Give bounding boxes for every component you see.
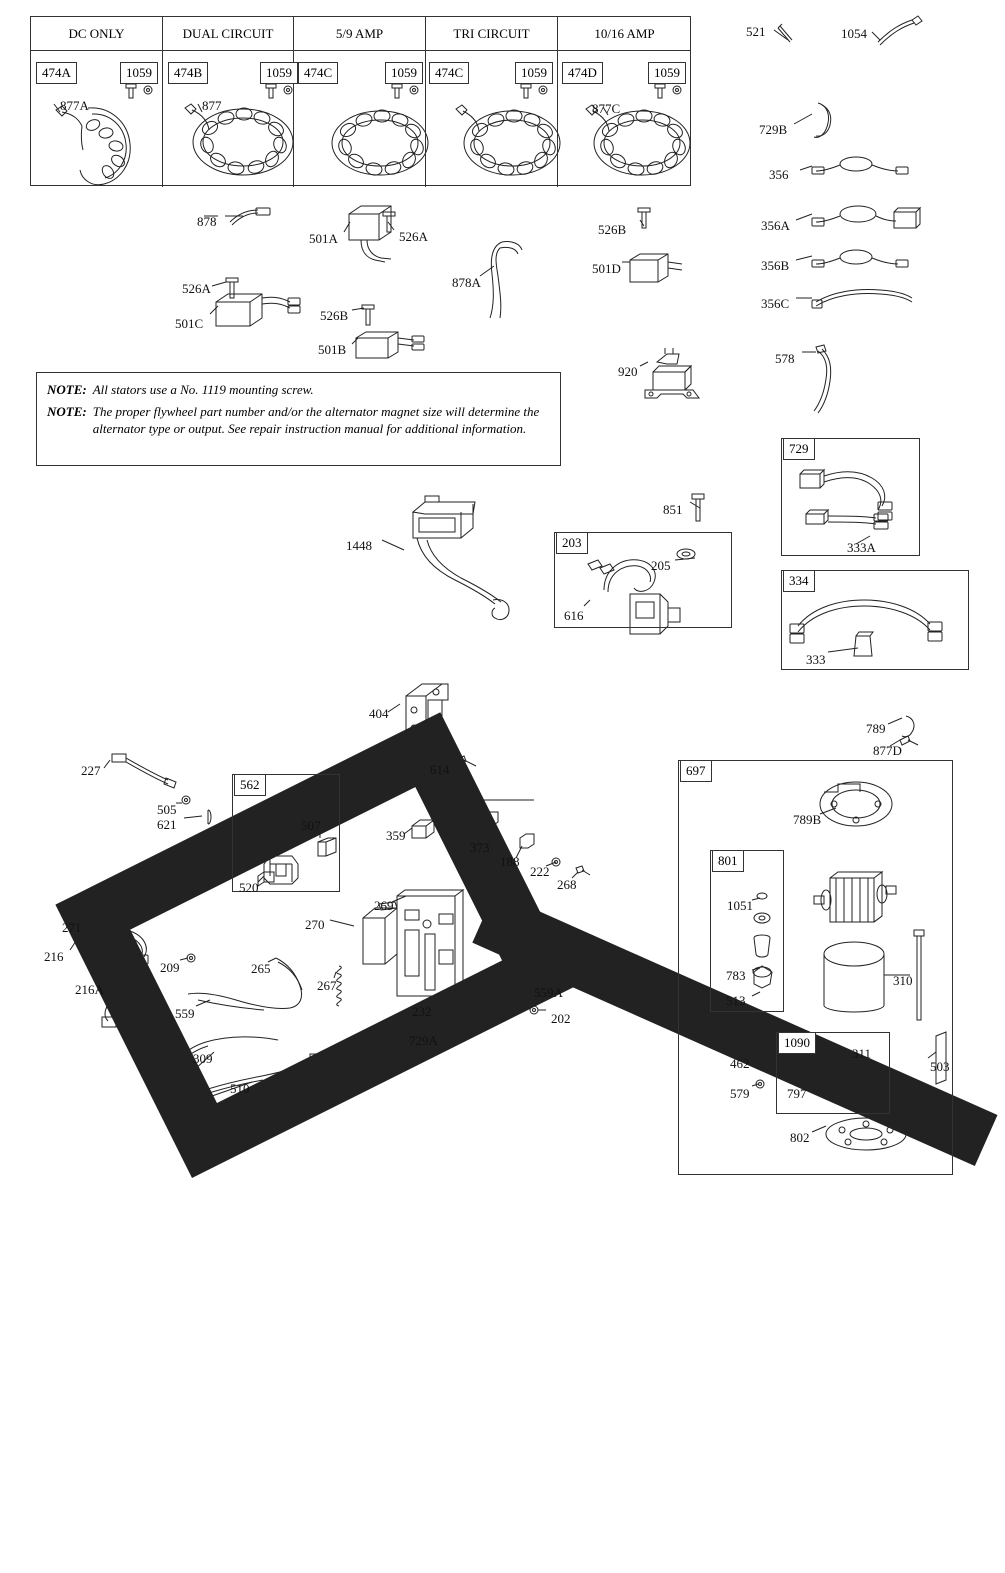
callout-267: 202 bbox=[551, 1011, 571, 1026]
callout-404: 505 bbox=[157, 802, 177, 817]
callout-373: 268 bbox=[557, 877, 577, 892]
part-number-1059-4: 1059 bbox=[648, 62, 686, 84]
part-number-474C-b: 474C bbox=[429, 62, 469, 84]
stator-column-4 bbox=[558, 17, 691, 187]
callout-1448: 205 bbox=[651, 558, 671, 573]
callout-232: 510 bbox=[230, 1081, 250, 1096]
stator-column-header: DUAL CIRCUIT bbox=[163, 17, 293, 51]
callout-729B: 729B bbox=[759, 122, 788, 137]
callout-513: 513 bbox=[726, 993, 746, 1008]
callout-507: 373 bbox=[470, 840, 490, 855]
callout-877: 877 bbox=[202, 98, 222, 113]
callout-526A-2: 526A bbox=[182, 281, 211, 296]
group-label-789B: 334 bbox=[783, 570, 815, 592]
note-row-0 bbox=[47, 381, 550, 399]
callout-578: 578 bbox=[775, 351, 795, 366]
stator-column-header: 5/9 AMP bbox=[294, 17, 425, 51]
group-label-333: 203 bbox=[556, 532, 588, 554]
stator-column-0 bbox=[31, 17, 163, 187]
callout-216: 265 bbox=[251, 961, 271, 976]
callout-501D: 501D bbox=[592, 261, 621, 276]
part-number-1059-0: 1059 bbox=[120, 62, 158, 84]
callout-616: 227 bbox=[81, 763, 101, 778]
callout-310: 310 bbox=[893, 973, 913, 988]
callout-621: 359 bbox=[386, 828, 406, 843]
note-text: All stators use a No. 1119 mounting screw. bbox=[92, 382, 314, 397]
group-label-227: 562 bbox=[234, 774, 266, 796]
callout-520: 188 bbox=[500, 854, 520, 869]
part-number-474D: 474D bbox=[562, 62, 603, 84]
callout-559: 232 bbox=[412, 1004, 432, 1019]
part-number-474B: 474B bbox=[168, 62, 208, 84]
part-number-1059-1: 1059 bbox=[260, 62, 298, 84]
callout-270: 209 bbox=[160, 960, 180, 975]
note-text: The proper flywheel part number and/or the alternator magnet size will determine the alternator type or output. See repair instruction manual for additional information. bbox=[92, 403, 540, 437]
callout-356: 356 bbox=[769, 167, 789, 182]
group-box-510 bbox=[710, 850, 784, 1012]
group-label-510: 801 bbox=[712, 850, 744, 872]
stator-column-header: TRI CIRCUIT bbox=[426, 17, 557, 51]
stator-column-2 bbox=[294, 17, 426, 187]
callout-579: 579 bbox=[730, 1086, 750, 1101]
callout-877D: 333A bbox=[847, 540, 876, 555]
callout-205: 614 bbox=[430, 762, 450, 777]
callout-878: 878 bbox=[197, 214, 217, 229]
callout-559A: 729A bbox=[409, 1033, 438, 1048]
callout-359: 222 bbox=[530, 864, 550, 879]
part-number-474C-a: 474C bbox=[298, 62, 338, 84]
callout-729A: 789 bbox=[866, 721, 886, 736]
callout-311: 311 bbox=[852, 1046, 872, 1061]
callout-526B: 526B bbox=[598, 222, 627, 237]
callout-697: 877D bbox=[873, 743, 902, 758]
callout-797: 797 bbox=[787, 1086, 807, 1101]
callout-188: 269 bbox=[374, 898, 394, 913]
callout-526A: 526A bbox=[399, 229, 428, 244]
note-box bbox=[36, 372, 561, 466]
callout-521: 521 bbox=[746, 24, 766, 39]
stator-column-header: DC ONLY bbox=[31, 17, 162, 51]
callout-878A: 878A bbox=[452, 275, 481, 290]
callout-202: 309 bbox=[193, 1051, 213, 1066]
group-label-1090: 1090 bbox=[778, 1032, 816, 1054]
callout-614: 621 bbox=[157, 817, 177, 832]
callout-356C: 356C bbox=[761, 296, 790, 311]
callout-562: 520 bbox=[239, 880, 259, 895]
callout-216A: 559 bbox=[175, 1006, 195, 1021]
group-label-789: 729 bbox=[783, 438, 815, 460]
callout-801: 789B bbox=[793, 812, 822, 827]
callout-271: 216A bbox=[75, 982, 104, 997]
callout-269: 216 bbox=[44, 949, 64, 964]
stator-column-header: 10/16 AMP bbox=[558, 17, 691, 51]
callout-203: 404 bbox=[369, 706, 389, 721]
note-label: NOTE: bbox=[47, 382, 87, 397]
callout-851: 616 bbox=[564, 608, 584, 623]
callout-877A: 877A bbox=[60, 98, 89, 113]
callout-462: 462 bbox=[730, 1056, 750, 1071]
callout-1051: 1051 bbox=[727, 898, 753, 913]
callout-526B-2: 526B bbox=[320, 308, 349, 323]
callout-729: 333 bbox=[806, 652, 826, 667]
stator-column-1 bbox=[163, 17, 294, 187]
stator-column-3 bbox=[426, 17, 558, 187]
callout-356B: 356B bbox=[761, 258, 790, 273]
group-label-309: 697 bbox=[680, 760, 712, 782]
callout-920: 920 bbox=[618, 364, 638, 379]
callout-503: 503 bbox=[930, 1059, 950, 1074]
callout-356A: 356A bbox=[761, 218, 790, 233]
callout-334: 851 bbox=[663, 502, 683, 517]
screw-icon bbox=[320, 381, 336, 389]
callout-501A: 501A bbox=[309, 231, 338, 246]
callout-209: 267 bbox=[317, 978, 337, 993]
callout-1054: 1054 bbox=[841, 26, 867, 41]
part-number-474A: 474A bbox=[36, 62, 77, 84]
callout-501B: 501B bbox=[318, 342, 347, 357]
callout-333A: 1448 bbox=[346, 538, 372, 553]
callout-802: 802 bbox=[790, 1130, 810, 1145]
callout-505: 507 bbox=[301, 818, 321, 833]
note-label: NOTE: bbox=[47, 403, 87, 419]
callout-268: 271 bbox=[62, 920, 82, 935]
callout-877C: 877C bbox=[592, 101, 621, 116]
part-number-1059-3: 1059 bbox=[515, 62, 553, 84]
callout-265: 559A bbox=[534, 985, 563, 1000]
note-row-1 bbox=[47, 403, 550, 438]
callout-501C: 501C bbox=[175, 316, 204, 331]
part-number-1059-2: 1059 bbox=[385, 62, 423, 84]
callout-222: 270 bbox=[305, 917, 325, 932]
callout-783: 783 bbox=[726, 968, 746, 983]
